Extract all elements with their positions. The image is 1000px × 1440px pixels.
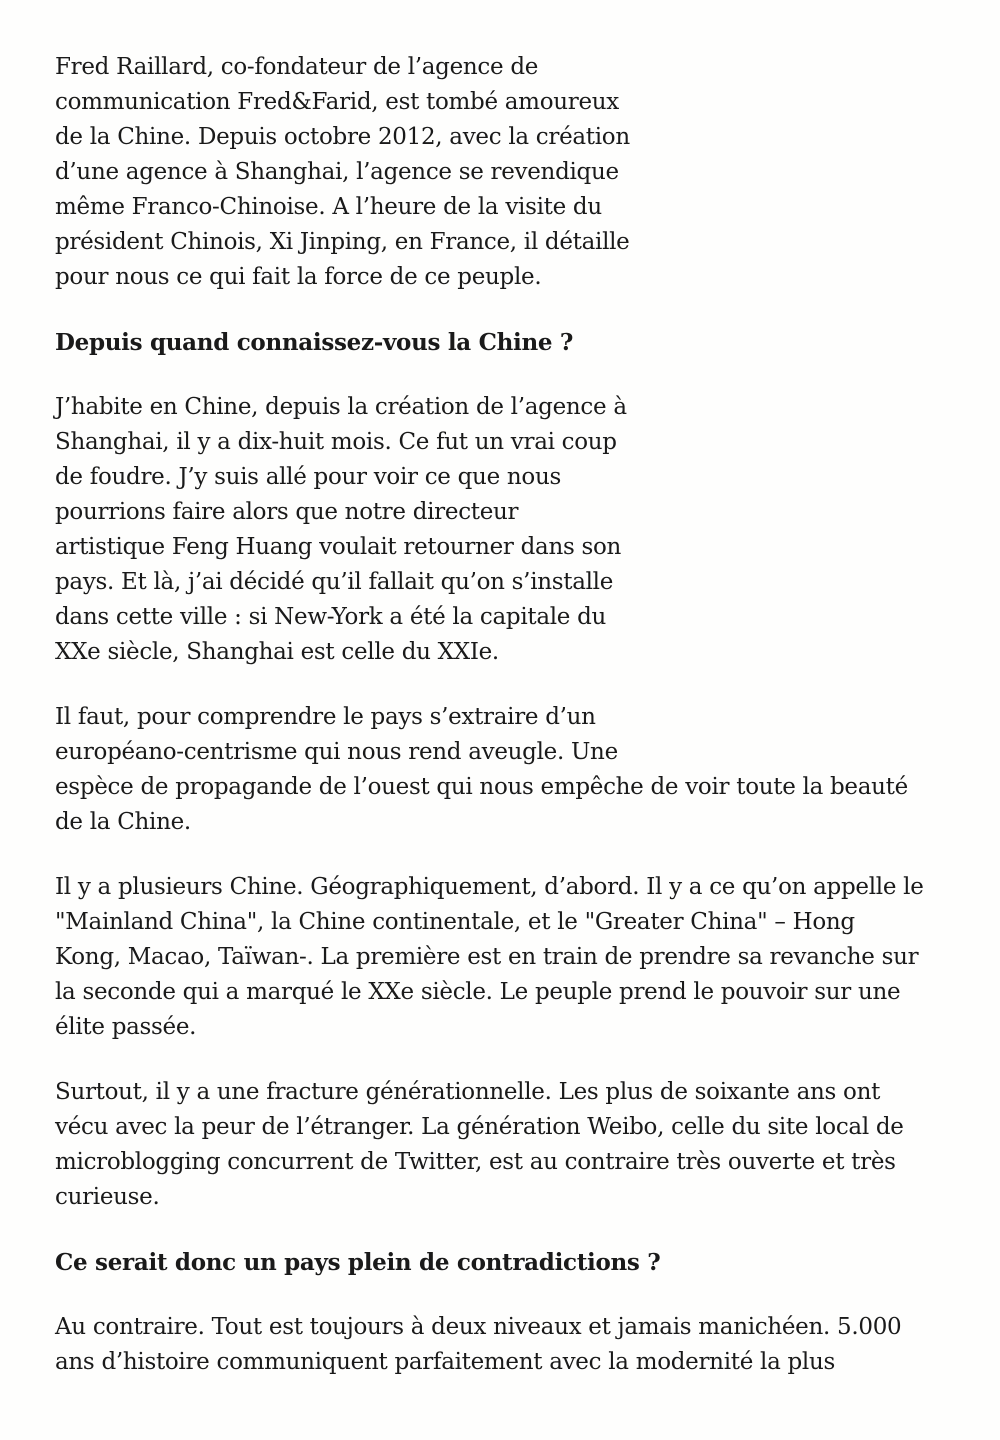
- text-line: artistique Feng Huang voulait retourner dans son: [55, 534, 622, 560]
- text-line: pourrions faire alors que notre directeur: [55, 499, 519, 525]
- answer-paragraph: [55, 1075, 915, 1215]
- text-line: "Mainland China", la Chine continentale, et le "Greater China" – Hong: [55, 909, 855, 935]
- text-line: d’une agence à Shanghai, l’agence se revendique: [55, 159, 619, 185]
- intro-paragraph: [55, 50, 630, 295]
- text-line: même Franco-Chinoise. A l’heure de la visite du: [55, 194, 602, 220]
- text-line: Shanghai, il y a dix-huit mois. Ce fut un vrai coup: [55, 429, 617, 455]
- text-line: curieuse.: [55, 1184, 160, 1210]
- answer-paragraph: [55, 870, 924, 1045]
- article-body: [55, 50, 935, 1410]
- text-line: Kong, Macao, Taïwan-. La première est en train de prendre sa revanche sur: [55, 944, 919, 970]
- text-line: de la Chine. Depuis octobre 2012, avec la création: [55, 124, 630, 150]
- text-line: pour nous ce qui fait la force de ce peuple.: [55, 264, 542, 290]
- answer-paragraph: [55, 390, 625, 670]
- answer-paragraph: [55, 700, 908, 840]
- question-heading: Ce serait donc un pays plein de contradictions ?: [55, 1249, 661, 1276]
- question-heading: Depuis quand connaissez-vous la Chine ?: [55, 329, 574, 356]
- text-line: européano-centrisme qui nous rend aveugle. Une: [55, 739, 618, 765]
- text-line: de foudre. J’y suis allé pour voir ce que nous: [55, 464, 561, 490]
- text-line: J’habite en Chine, depuis la création de l’agence à: [55, 394, 627, 420]
- text-line: Il faut, pour comprendre le pays s’extraire d’un: [55, 704, 596, 730]
- text-line: Fred Raillard, co-fondateur de l’agence de: [55, 54, 539, 80]
- text-line: vécu avec la peur de l’étranger. La génération Weibo, celle du site local de: [55, 1114, 904, 1140]
- text-line: président Chinois, Xi Jinping, en France, il détaille: [55, 229, 630, 255]
- text-line: ans d’histoire communiquent parfaitement avec la modernité la plus: [55, 1349, 835, 1375]
- text-line: XXe siècle, Shanghai est celle du XXIe.: [55, 639, 499, 665]
- text-line: pays. Et là, j’ai décidé qu’il fallait qu’on s’installe: [55, 569, 614, 595]
- text-line: de la Chine.: [55, 809, 191, 835]
- text-line: communication Fred&Farid, est tombé amoureux: [55, 89, 619, 115]
- answer-paragraph: [55, 1310, 915, 1380]
- text-line: Au contraire. Tout est toujours à deux niveaux et jamais manichéen. 5.000: [55, 1314, 902, 1340]
- text-line: Il y a plusieurs Chine. Géographiquement, d’abord. Il y a ce qu’on appelle le: [55, 874, 924, 900]
- text-line: la seconde qui a marqué le XXe siècle. Le peuple prend le pouvoir sur une: [55, 979, 901, 1005]
- text-line: élite passée.: [55, 1014, 197, 1040]
- text-line: dans cette ville : si New-York a été la capitale du: [55, 604, 607, 630]
- text-line: espèce de propagande de l’ouest qui nous empêche de voir toute la beauté: [55, 774, 908, 800]
- text-line: Surtout, il y a une fracture générationnelle. Les plus de soixante ans ont: [55, 1079, 881, 1105]
- text-line: microblogging concurrent de Twitter, est au contraire très ouverte et très: [55, 1149, 896, 1175]
